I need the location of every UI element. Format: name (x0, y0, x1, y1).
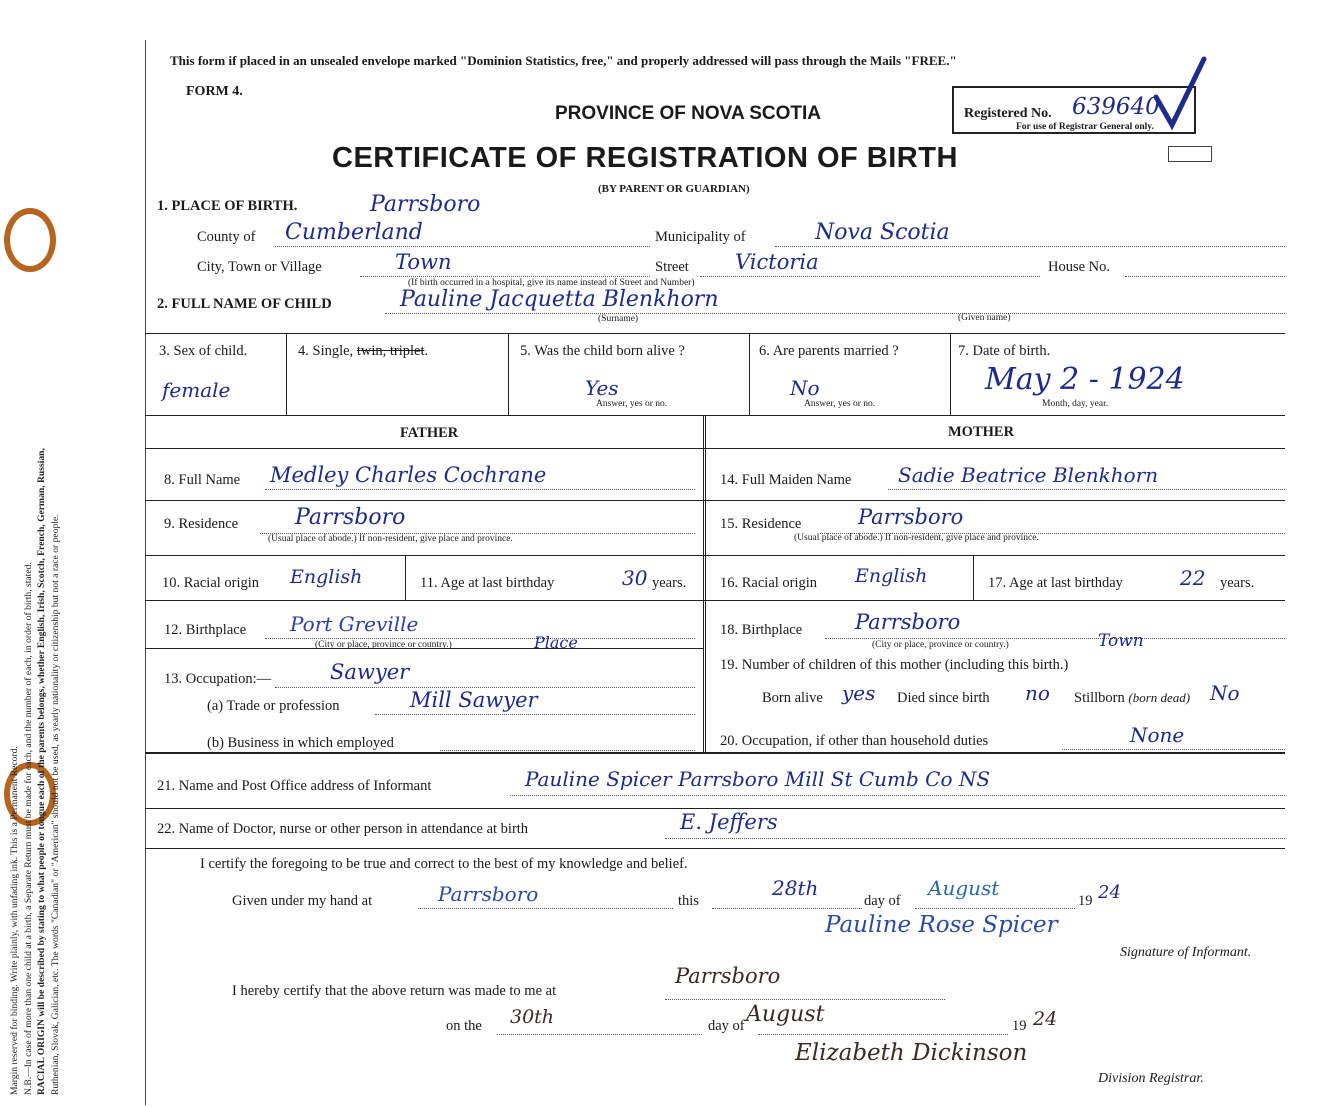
mother-age-label: 17. Age at last birthday (988, 575, 1123, 591)
stillborn-value: No (1210, 681, 1240, 705)
registered-number: 639640 (1072, 94, 1160, 120)
street-label: Street (655, 259, 689, 275)
given-note: (Given name) (958, 313, 1011, 323)
rule-below-boxes (145, 415, 1285, 416)
county-value: Cumberland (285, 220, 423, 245)
rule-row-8 (145, 500, 1285, 501)
mother-occupation-value: None (1130, 723, 1185, 747)
mail-notice: This form if placed in an unsealed envelope marked "Dominion Statistics, free," and properly addressed will pass through the Mails "FREE." (170, 53, 957, 68)
house-line (1125, 276, 1285, 277)
registrar-note: For use of Registrar General only. (1016, 122, 1154, 132)
surname-note: (Surname) (598, 314, 639, 324)
informant-value: Pauline Spicer Parrsboro Mill St Cumb Co NS (525, 767, 991, 791)
father-age-label: 11. Age at last birthday (420, 575, 555, 591)
informant-label: 21. Name and Post Office address of Informant (157, 778, 432, 794)
child-name-line (385, 313, 1285, 314)
place-of-birth-value: Parrsboro (370, 192, 481, 217)
father-business-line (440, 750, 695, 751)
division-registrar-label: Division Registrar. (1098, 1071, 1204, 1086)
cert-month-value: August (928, 876, 1000, 900)
street-value: Victoria (735, 250, 819, 274)
father-years: years. (652, 575, 687, 591)
doctor-line (665, 838, 1285, 839)
province-heading: PROVINCE OF NOVA SCOTIA (555, 103, 822, 124)
child-name-label: 2. FULL NAME OF CHILD (157, 296, 332, 312)
page-subtitle: (BY PARENT OR GUARDIAN) (598, 183, 750, 195)
informant-line (510, 795, 1285, 796)
father-occupation-value: Sawyer (330, 660, 410, 684)
born-alive-label: Born alive (762, 690, 823, 706)
house-label: House No. (1048, 259, 1111, 275)
mother-birthplace-extra: Town (1098, 631, 1144, 651)
stillborn-label (1074, 690, 1190, 707)
cert-year-value: 24 (1098, 882, 1121, 903)
alive-value: Yes (585, 376, 619, 400)
father-birthplace-note: (City or place, province or country.) (315, 640, 452, 650)
county-label: County of (197, 229, 256, 245)
corner-mark (1168, 146, 1212, 162)
margin-note-2: N.B.—In case of more than one child at a birth, a Separate Return must be made for each, and the number of each, in order of birth, stated. (22, 562, 34, 1095)
father-business-label: (b) Business in which employed (207, 735, 394, 751)
mother-racial-value: English (855, 565, 928, 587)
mother-racial-divider (973, 555, 974, 600)
certify-statement: I certify the foregoing to be true and correct to the best of my knowledge and belief. (200, 856, 688, 872)
registrar-place-value: Parrsboro (675, 964, 781, 988)
cert-day-of-label: day of (864, 893, 901, 909)
margin-note-3: RACIAL ORIGIN will be described by stating to what people or tongue each of the parents belongs, whether English, Irish, Scotch, French, German, Russian, (36, 448, 47, 1095)
margin-note-1: Margin reserved for binding. Write plainly, with unfading ink. This is a Permanent Record. (9, 746, 20, 1095)
father-trade-line (375, 714, 695, 715)
alive-label: 5. Was the child born alive ? (520, 343, 685, 359)
given-place-value: Parrsboro (438, 882, 539, 906)
father-residence-label: 9. Residence (164, 516, 239, 532)
doctor-value: E. Jeffers (680, 810, 778, 834)
box-divider-1 (286, 333, 287, 415)
mother-children-label: 19. Number of children of this mother (including this birth.) (720, 657, 1069, 673)
married-value: No (790, 376, 820, 400)
dob-value: May 2 - 1924 (985, 362, 1185, 397)
mother-name-line (888, 489, 1285, 490)
father-birthplace-label: 12. Birthplace (164, 622, 247, 638)
father-racial-divider (405, 555, 406, 600)
informant-signature: Pauline Rose Spicer (825, 912, 1058, 938)
mother-birthplace-note: (City or place, province or country.) (872, 640, 1009, 650)
county-line (275, 246, 650, 247)
rule-row-9 (145, 555, 1285, 556)
municipality-label: Municipality of (655, 229, 746, 245)
father-birthplace-extra: Place (534, 633, 578, 652)
cert-day-value: 28th (772, 876, 819, 900)
father-occupation-label: 13. Occupation:— (164, 671, 272, 687)
registrar-month-line (758, 1034, 1008, 1035)
mother-age-value: 22 (1180, 566, 1206, 590)
dob-note: Month, day, year. (1042, 399, 1109, 409)
margin-rule (145, 40, 146, 1105)
father-birthplace-line (265, 638, 695, 639)
father-name-line (265, 489, 695, 490)
this-label: this (678, 893, 699, 909)
died-label: Died since birth (897, 690, 990, 706)
city-value: Town (395, 250, 452, 274)
dob-label: 7. Date of birth. (958, 343, 1051, 359)
registrar-statement: I hereby certify that the above return was made to me at (232, 983, 557, 999)
mother-years: years. (1220, 575, 1255, 591)
mother-name-value: Sadie Beatrice Blenkhorn (898, 463, 1159, 487)
registrar-signature: Elizabeth Dickinson (795, 1040, 1028, 1066)
mother-occupation-line (1062, 749, 1285, 750)
rule-row-22 (145, 848, 1285, 849)
rule-bottom-parents (145, 752, 1285, 754)
mother-abode-note: (Usual place of abode.) If non-resident, give place and province. (794, 533, 1039, 543)
father-heading: FATHER (400, 425, 459, 441)
mother-occupation-label: 20. Occupation, if other than household duties (720, 733, 989, 749)
box-divider-2 (508, 333, 509, 415)
stillborn-note: (born dead) (1128, 690, 1191, 705)
registrar-day-line (497, 1034, 702, 1035)
given-place-line (418, 908, 673, 909)
rule-under-headings (145, 448, 1285, 449)
mother-birthplace-value: Parrsboro (855, 610, 961, 634)
municipality-line (775, 246, 1285, 247)
rule-row-21 (145, 808, 1285, 809)
margin-notes (8, 448, 62, 1095)
mother-residence-value: Parrsboro (858, 505, 964, 529)
mother-birthplace-line (825, 638, 1285, 639)
rule-row-10 (145, 600, 1285, 601)
died-value: no (1025, 681, 1050, 705)
registrar-on-label: on the (446, 1018, 482, 1034)
mother-name-label: 14. Full Maiden Name (720, 472, 852, 488)
father-abode-note: (Usual place of abode.) If non-resident, give place and province. (268, 534, 513, 544)
check-mark-icon (1150, 55, 1210, 135)
alive-answer-note: Answer, yes or no. (596, 399, 668, 409)
registrar-day-value: 30th (510, 1006, 555, 1028)
father-name-value: Medley Charles Cochrane (270, 463, 547, 487)
day-line (712, 908, 862, 909)
sex-label: 3. Sex of child. (159, 343, 248, 359)
form-number: FORM 4. (186, 84, 243, 99)
registrar-month-value: August (746, 1002, 825, 1027)
box-divider-4 (950, 333, 951, 415)
doctor-label: 22. Name of Doctor, nurse or other person in attendance at birth (157, 821, 529, 837)
box-divider-3 (749, 333, 750, 415)
city-label: City, Town or Village (197, 259, 322, 275)
father-name-label: 8. Full Name (164, 472, 241, 488)
father-age-value: 30 (622, 566, 648, 590)
hospital-note: (If birth occurred in a hospital, give its name instead of Street and Number) (408, 278, 695, 288)
mother-birthplace-label: 18. Birthplace (720, 622, 803, 638)
father-birthplace-value: Port Greville (290, 612, 419, 636)
cert-year-prefix: 19 (1078, 893, 1093, 909)
mother-heading: MOTHER (948, 424, 1015, 440)
father-trade-value: Mill Sawyer (410, 688, 538, 712)
father-residence-value: Parrsboro (295, 505, 406, 530)
municipality-value: Nova Scotia (815, 220, 950, 245)
margin-note-4: Ruthenian, Slovak, Galician, etc. The words "Canadian" or "American" should not be used, as yearly nationality or citizenship but not a race or people. (49, 514, 61, 1095)
registrar-place-line (665, 999, 945, 1000)
rule-row-12 (145, 648, 703, 649)
married-label: 6. Are parents married ? (759, 343, 899, 359)
binding-hole-top (4, 208, 56, 272)
father-racial-label: 10. Racial origin (162, 575, 260, 591)
mother-residence-label: 15. Residence (720, 516, 802, 532)
registrar-year-value: 24 (1033, 1008, 1058, 1030)
sex-value: female (162, 378, 231, 402)
city-line (360, 276, 650, 277)
street-line (700, 276, 1040, 277)
page-title: CERTIFICATE OF REGISTRATION OF BIRTH (332, 142, 958, 174)
mother-racial-label: 16. Racial origin (720, 575, 818, 591)
place-of-birth-label: 1. PLACE OF BIRTH. (157, 198, 298, 214)
registrar-day-of-label: day of (708, 1018, 745, 1034)
rule-top-boxes (145, 333, 1285, 334)
father-racial-value: English (290, 566, 363, 588)
registrar-year-prefix: 19 (1012, 1018, 1027, 1034)
registered-label: Registered No. (964, 106, 1052, 121)
married-answer-note: Answer, yes or no. (804, 399, 876, 409)
stillborn-label-text: Stillborn (1074, 690, 1125, 706)
single-label: 4. Single, twin, triplet. (298, 343, 429, 359)
given-label: Given under my hand at (232, 893, 373, 909)
month-line (915, 908, 1075, 909)
born-alive-value: yes (842, 681, 876, 705)
signature-informant-label: Signature of Informant. (1120, 945, 1252, 960)
center-divider (703, 415, 706, 752)
child-name-value: Pauline Jacquetta Blenkhorn (400, 287, 719, 312)
father-trade-label: (a) Trade or profession (207, 698, 340, 714)
